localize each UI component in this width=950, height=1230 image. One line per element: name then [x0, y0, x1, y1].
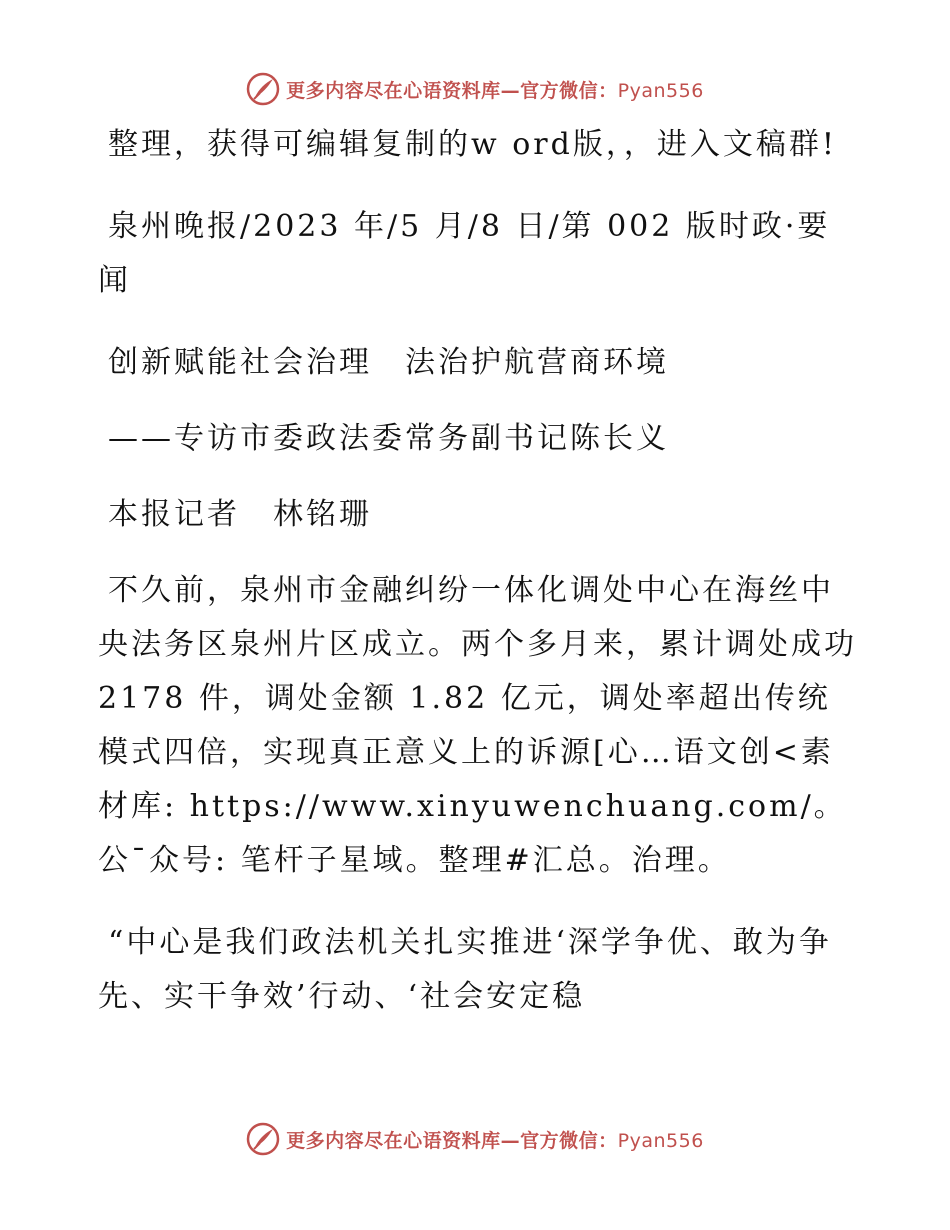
watermark-wechat-id: Pyan556 [617, 79, 704, 102]
watermark-text: 更多内容尽在心语资料库—官方微信： [286, 1129, 618, 1152]
watermark-wechat-id: Pyan556 [617, 1129, 704, 1152]
body-paragraph: “中心是我们政法机关扎实推进‘深学争优、敢为争先、实干争效’行动、‘社会安定稳 [98, 925, 832, 1014]
watermark-text: 更多内容尽在心语资料库—官方微信： [286, 79, 618, 102]
document-body [98, 118, 858, 1052]
footer-watermark [0, 1122, 950, 1156]
source-line: 泉州晚报/2023 年/5 月/8 日/第 002 版时政·要闻 [98, 209, 831, 298]
body-paragraph: 不久前，泉州市金融纠纷一体化调处中心在海丝中央法务区泉州片区成立。两个多月来，累计调处成功 2178 件，调处金额 1.82 亿元，调处率超出传统模式四倍，实现真正意义上的诉源[心…语文创<素材库: https://www.xinyuwenchuang.com/。公¯众号: 笔杆子星域。整理#汇总。治理。 [98, 573, 857, 878]
article-subtitle: ——专访市委政法委常务副书记陈长义 [108, 421, 669, 456]
feather-pen-logo-icon [246, 72, 280, 106]
feather-pen-logo-icon [246, 1122, 280, 1156]
article-title: 创新赋能社会治理 法治护航营商环境 [108, 345, 669, 380]
intro-paragraph: 整理，获得可编辑复制的w ord版，，进入文稿群! [108, 127, 837, 162]
byline: 本报记者 林铭珊 [108, 497, 372, 532]
header-watermark [0, 72, 950, 106]
